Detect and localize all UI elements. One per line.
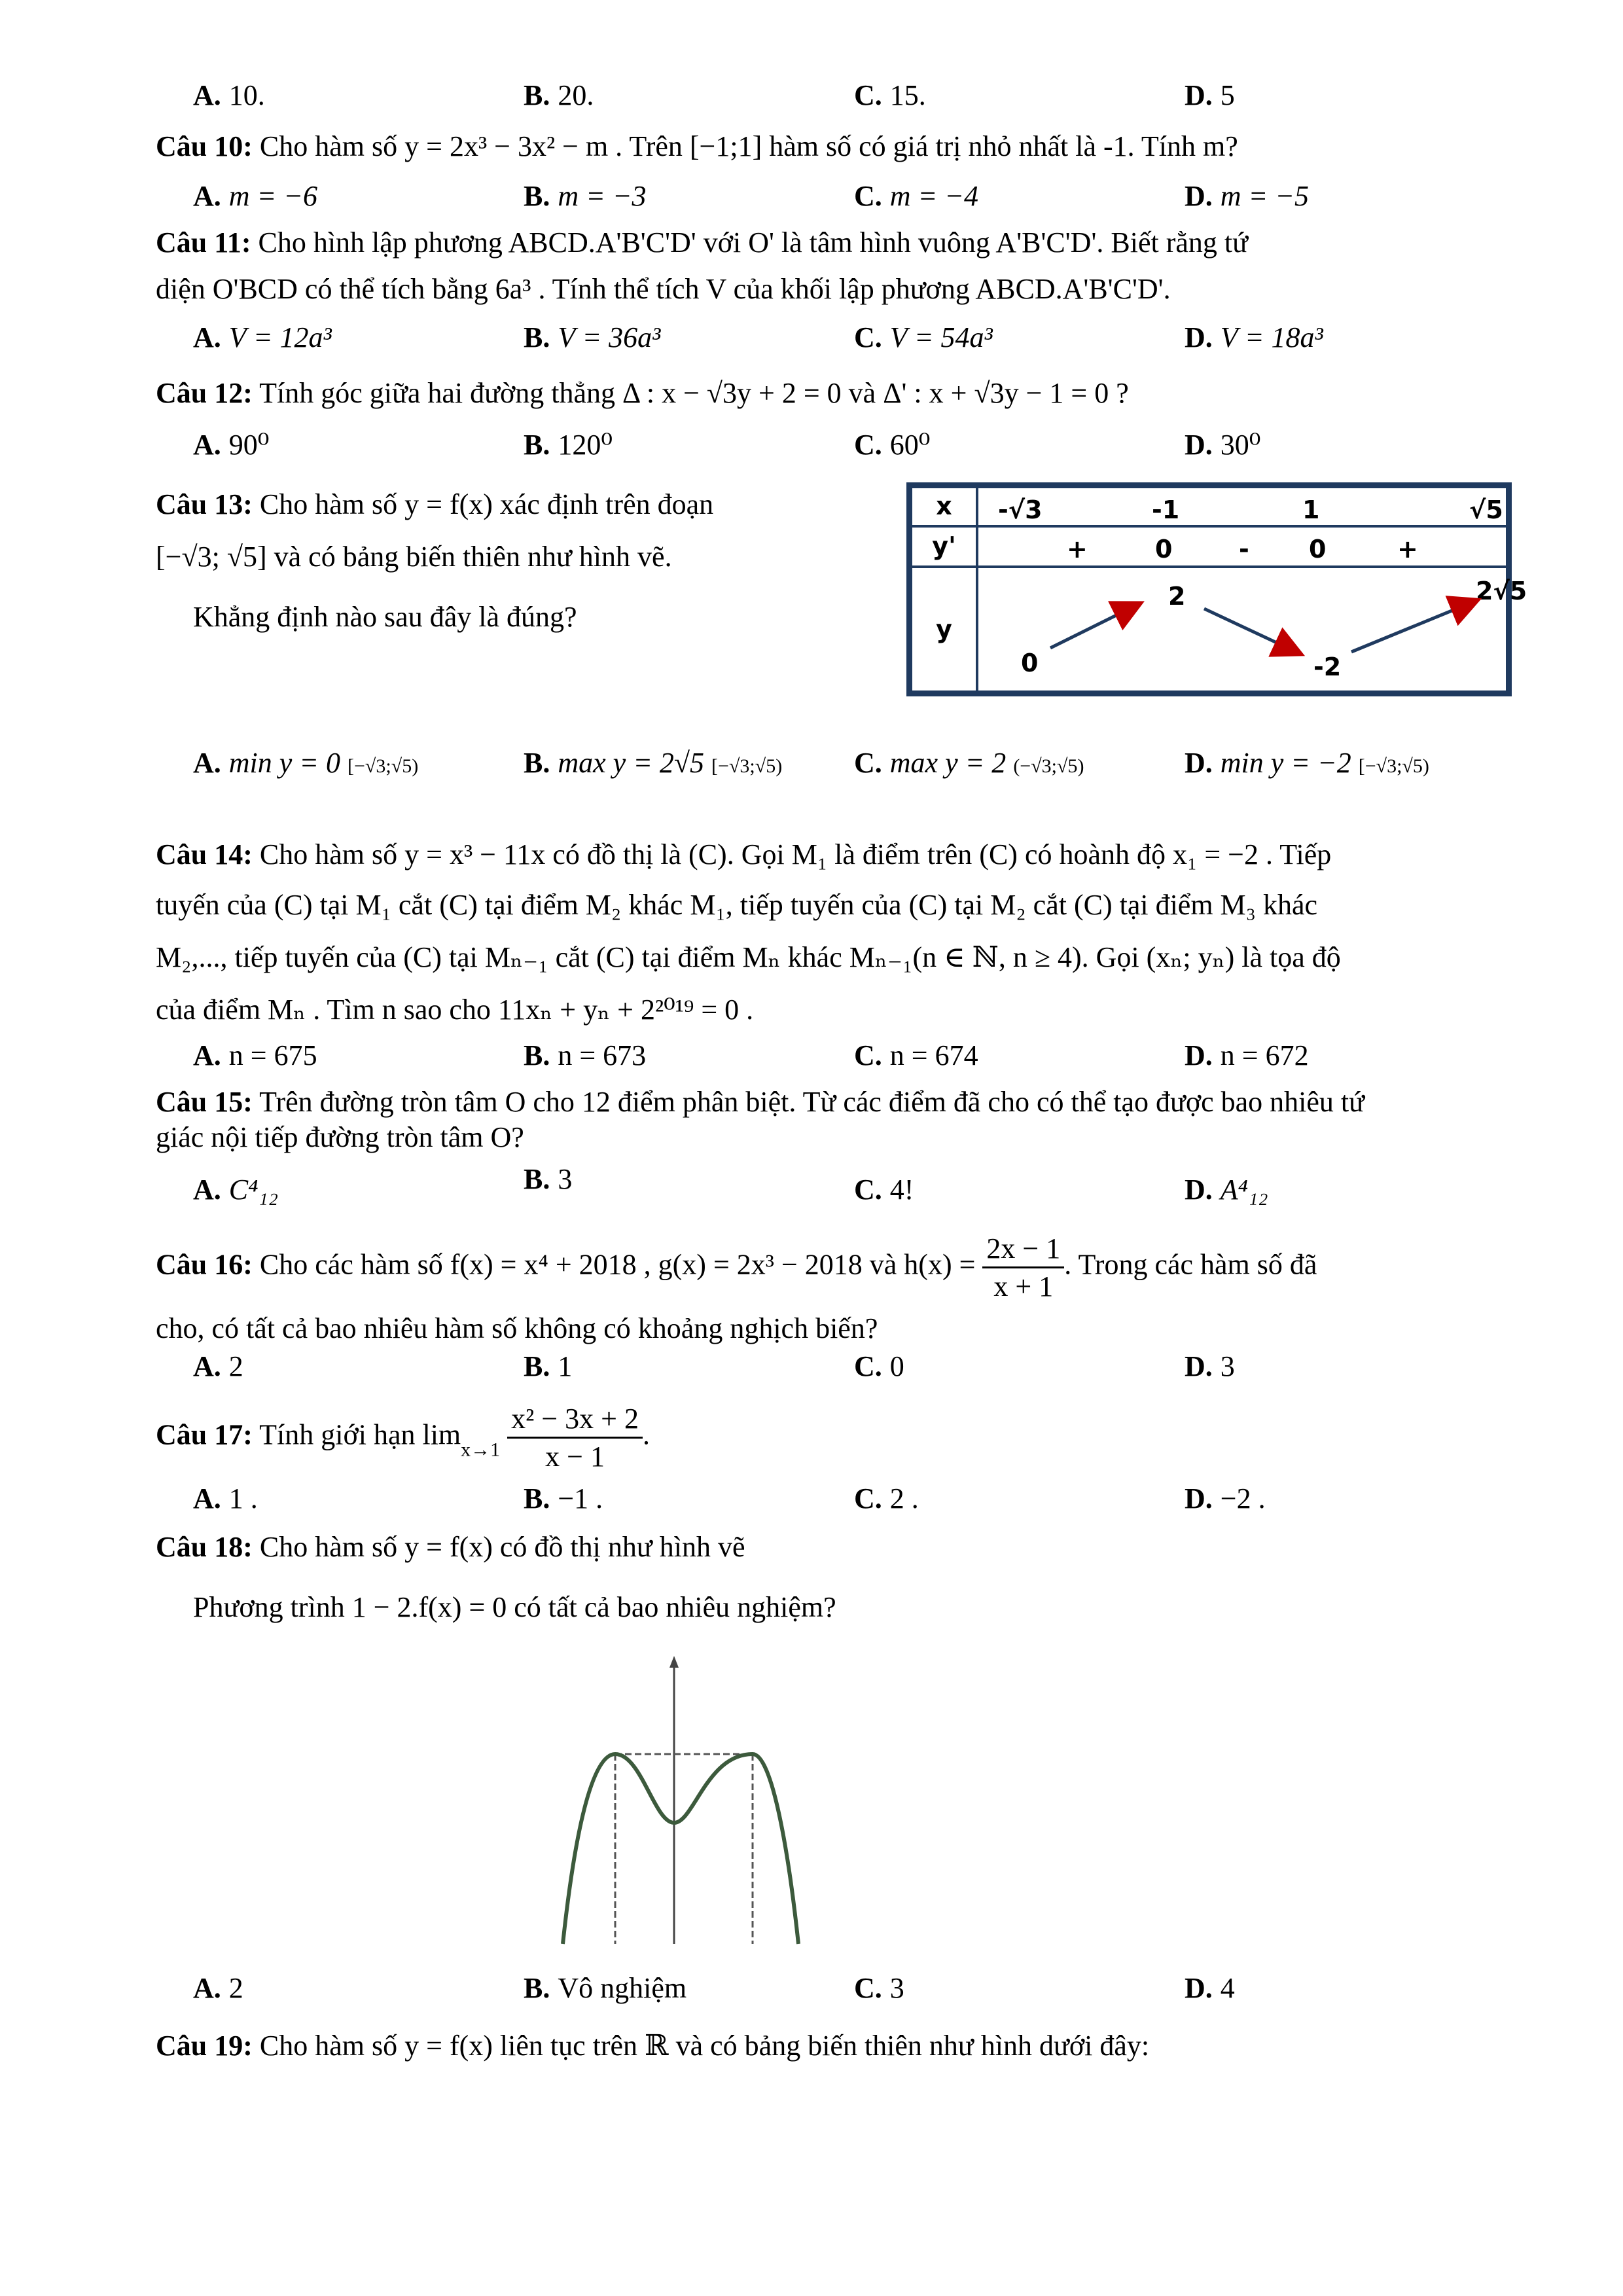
q11-stem-line2: diện O'BCD có thể tích bằng 6a³ . Tính thể tích V của khối lập phương ABCD.A'B'C'D'.: [156, 273, 1171, 305]
vt-y-2: 2: [1168, 582, 1186, 611]
vt-x-1: -√3: [998, 495, 1043, 524]
vt-x-2: -1: [1152, 495, 1180, 524]
q10-option-a[interactable]: A. m = −6: [193, 180, 317, 212]
vt-x-row: [977, 487, 1507, 526]
q11-option-d[interactable]: D. V = 18a³: [1185, 321, 1323, 353]
vt-y-4: 2√5: [1476, 577, 1527, 605]
vt-arrows: [978, 568, 1515, 692]
vt-x-3: 1: [1302, 495, 1320, 524]
q17-fraction: $\frac{\text{x² − 3x + 2}}{x - 1}$: [507, 1401, 643, 1475]
vt-y-3: -2: [1313, 653, 1342, 681]
q15-stem-line2: giác nội tiếp đường tròn tâm O?: [156, 1121, 524, 1153]
vt-y-label: y: [911, 567, 977, 692]
q10-option-d[interactable]: D. m = −5: [1185, 180, 1309, 212]
vt-sign-2: 0: [1155, 535, 1173, 564]
q12-option-c[interactable]: C. 60⁰: [854, 429, 931, 461]
q14-option-b[interactable]: B. n = 673: [524, 1039, 647, 1071]
vt-arrow-up-1: [1050, 604, 1139, 648]
q14-stem-line2: tuyến của (C) tại M₁ cắt (C) tại điểm M₂ khác M₁, tiếp tuyến của (C) tại M₂ cắt (C) tại điểm M₃ khác: [156, 889, 1318, 921]
q16-option-b[interactable]: B. 1: [524, 1350, 573, 1382]
q16-option-d[interactable]: D. 3: [1185, 1350, 1235, 1382]
q14-stem-line4: của điểm Mₙ . Tìm n sao cho 11xₙ + yₙ + 2²⁰¹⁹ = 0 .: [156, 994, 754, 1026]
q10-option-c[interactable]: C. m = −4: [854, 180, 978, 212]
vt-yprime-row: [977, 526, 1507, 567]
q18-option-a[interactable]: A. 2: [193, 1972, 243, 2004]
q18-y-axis-arrow: [669, 1656, 679, 1668]
vt-x-4: √5: [1469, 495, 1503, 524]
vt-y-row: [977, 567, 1527, 692]
q16-stem-line2: cho, có tất cả bao nhiêu hàm số không có khoảng nghịch biến?: [156, 1312, 878, 1344]
q17-option-b[interactable]: B. −1 .: [524, 1482, 603, 1515]
q18-stem-line2: Phương trình 1 − 2.f(x) = 0 có tất cả bao nhiêu nghiệm?: [193, 1591, 836, 1623]
vt-sign-3: -: [1239, 535, 1249, 564]
q12-stem: Câu 12: Tính góc giữa hai đường thẳng Δ : x − √3y + 2 = 0 và Δ' : x + √3y − 1 = 0 ?: [156, 377, 1129, 409]
q18-stem-line1: Câu 18: Cho hàm số y = f(x) có đồ thị như hình vẽ: [156, 1531, 745, 1563]
vt-sign-5: +: [1397, 535, 1418, 564]
q10-option-b[interactable]: B. m = −3: [524, 180, 647, 212]
q10-stem: Câu 10: Cho hàm số y = 2x³ − 3x² − m . Trên [−1;1] hàm số có giá trị nhỏ nhất là -1. Tính m?: [156, 130, 1238, 162]
q15-option-b[interactable]: B. 3: [524, 1163, 573, 1195]
q16-fraction: $\frac{2x - 1}{x + 1}$: [982, 1230, 1064, 1304]
q13-stem-line2: [−√3; √5] và có bảng biến thiên như hình vẽ.: [156, 541, 672, 573]
vt-yprime-label: y': [911, 526, 977, 567]
q13-stem-line3: Khẳng định nào sau đây là đúng?: [193, 601, 577, 633]
vt-sign-4: 0: [1309, 535, 1327, 564]
q11-stem-line1: Câu 11: Cho hình lập phương ABCD.A'B'C'D' với O' là tâm hình vuông A'B'C'D'. Biết rằng tứ: [156, 226, 1248, 259]
q15-option-c[interactable]: C. 4!: [854, 1174, 914, 1206]
q11-option-a[interactable]: A. V = 12a³: [193, 321, 332, 353]
q13-option-a[interactable]: A. min y = 0 [−√3;√5): [193, 747, 419, 779]
q17-option-d[interactable]: D. −2 .: [1185, 1482, 1266, 1515]
vt-arrow-down: [1204, 609, 1299, 653]
q15-stem-line1: Câu 15: Trên đường tròn tâm O cho 12 điểm phân biệt. Từ các điểm đã cho có thể tạo được bao nhiêu tứ: [156, 1086, 1364, 1118]
q19-stem: Câu 19: Cho hàm số y = f(x) liên tục trên ℝ và có bảng biến thiên như hình dưới đây:: [156, 2030, 1150, 2062]
q13-option-b[interactable]: B. max y = 2√5 [−√3;√5): [524, 747, 783, 779]
q14-option-d[interactable]: D. n = 672: [1185, 1039, 1309, 1071]
q17-stem: Câu 17: Tính giới hạn $\lim_{x\to 1}$ $\frac{\text{x² − 3x + 2}}{x - 1}$ .: [156, 1401, 1544, 1475]
q14-stem-line3: M₂,..., tiếp tuyến của (C) tại Mₙ₋₁ cắt (C) tại điểm Mₙ khác Mₙ₋₁(n ∈ ℕ, n ≥ 4). Gọi (xₙ; yₙ) là tọa độ: [156, 941, 1341, 973]
q13-option-c[interactable]: C. max y = 2 (−√3;√5): [854, 747, 1084, 779]
q11-option-b[interactable]: B. V = 36a³: [524, 321, 661, 353]
q18-option-b[interactable]: B. Vô nghiệm: [524, 1972, 687, 2004]
q16-option-c[interactable]: C. 0: [854, 1350, 904, 1382]
vt-y-1: 0: [1021, 649, 1039, 677]
q12-option-b[interactable]: B. 120⁰: [524, 429, 613, 461]
q18-option-d[interactable]: D. 4: [1185, 1972, 1235, 2004]
q15-option-a[interactable]: A. C⁴₁₂: [193, 1174, 279, 1206]
q17-option-c[interactable]: C. 2 .: [854, 1482, 919, 1515]
q18-option-c[interactable]: C. 3: [854, 1972, 904, 2004]
q13-option-d[interactable]: D. min y = −2 [−√3;√5): [1185, 747, 1429, 779]
vt-sign-1: +: [1067, 535, 1088, 564]
q9-option-d[interactable]: D. 5: [1185, 79, 1235, 111]
vt-x-label: x: [911, 487, 977, 526]
q14-option-c[interactable]: C. n = 674: [854, 1039, 978, 1071]
q9-option-a[interactable]: A. 10.: [193, 79, 265, 111]
q13-stem-line1: Câu 13: Cho hàm số y = f(x) xác định trên đoạn: [156, 488, 714, 520]
q17-option-a[interactable]: A. 1 .: [193, 1482, 258, 1515]
q16-option-a[interactable]: A. 2: [193, 1350, 243, 1382]
q18-graph: [543, 1656, 883, 1950]
q11-option-c[interactable]: C. V = 54a³: [854, 321, 993, 353]
q9-option-b[interactable]: B. 20.: [524, 79, 594, 111]
variation-table: [906, 482, 1527, 696]
vt-arrow-up-2: [1351, 601, 1476, 652]
q18-curve: [563, 1754, 798, 1944]
q15-option-d[interactable]: D. A⁴₁₂: [1185, 1174, 1268, 1206]
q14-stem-line1: Câu 14: Cho hàm số y = x³ − 11x có đồ thị là (C). Gọi M₁ là điểm trên (C) có hoành độ x₁ = −2 . Tiếp: [156, 838, 1332, 870]
q16-stem-line1: Câu 16: Cho các hàm số f(x) = x⁴ + 2018 , g(x) = 2x³ − 2018 và h(x) = $\frac{2x - 1}{x + 1}$ . Trong các hàm số đã: [156, 1230, 1544, 1304]
q12-option-d[interactable]: D. 30⁰: [1185, 429, 1261, 461]
q9-option-c[interactable]: C. 15.: [854, 79, 926, 111]
q12-option-a[interactable]: A. 90⁰: [193, 429, 270, 461]
q14-option-a[interactable]: A. n = 675: [193, 1039, 317, 1071]
